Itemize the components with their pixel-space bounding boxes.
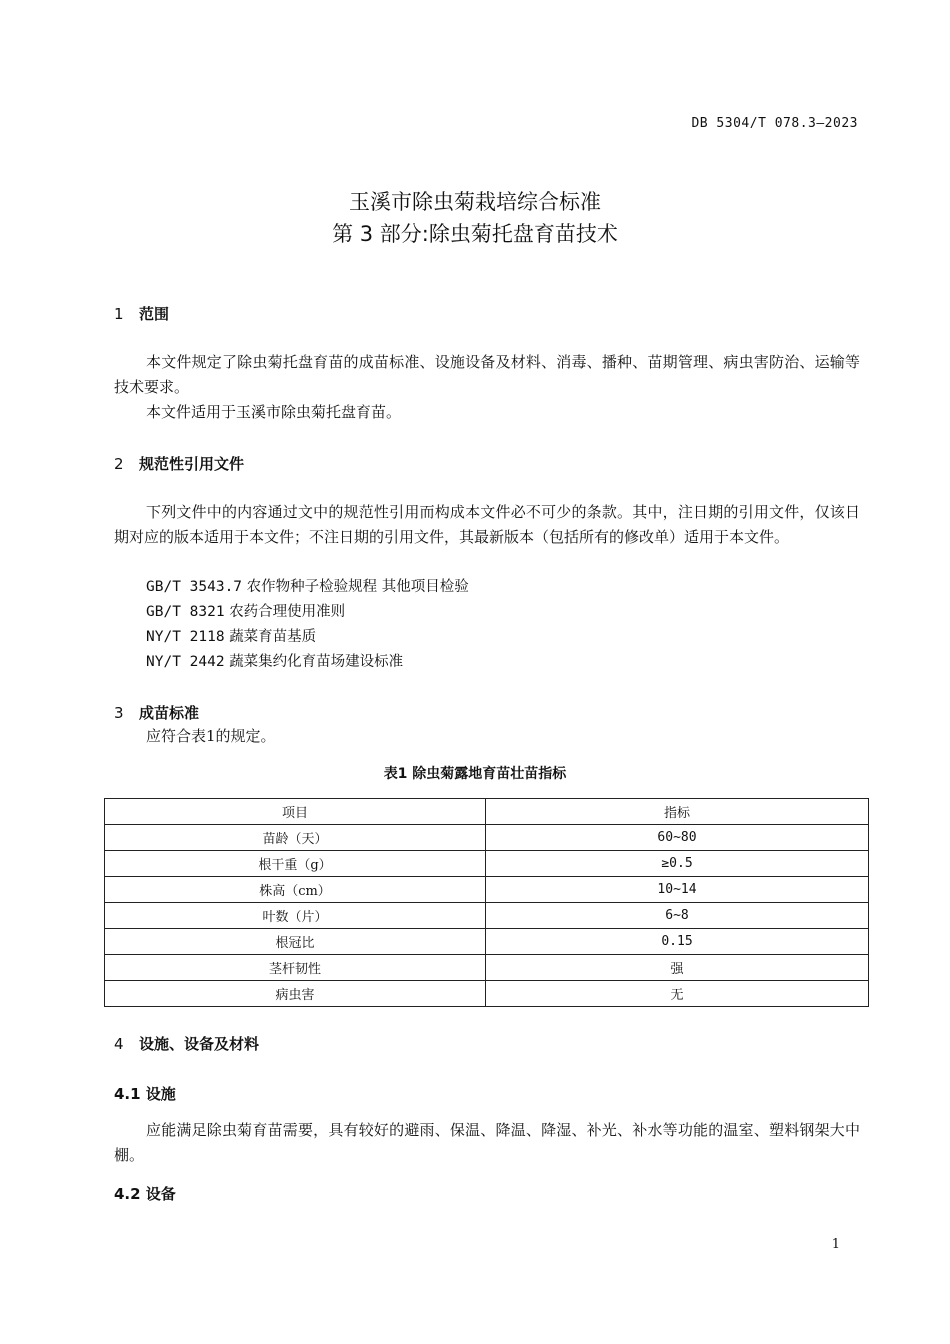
normative-reference	[146, 575, 469, 596]
section-4-1-heading: 4.1 设施	[114, 1085, 176, 1103]
table-cell-value: ≥0.5	[486, 851, 869, 877]
section-title: 范围	[139, 305, 170, 323]
section-number: 3	[114, 704, 124, 722]
table-row	[105, 903, 869, 929]
section-1-heading	[114, 303, 169, 324]
section-title: 规范性引用文件	[139, 455, 245, 473]
reference-title: 农药合理使用准则	[229, 604, 346, 620]
table-row	[105, 929, 869, 955]
document-code: DB 5304/T 078.3—2023	[691, 116, 858, 131]
table-row	[105, 851, 869, 877]
section-number: 2	[114, 455, 124, 473]
document-title-line1: 玉溪市除虫菊栽培综合标准	[349, 190, 601, 214]
section-2-paragraph-1: 下列文件中的内容通过文中的规范性引用而构成本文件必不可少的条款。其中，注日期的引用文件，仅该日期对应的版本适用于本文件；不注日期的引用文件，其最新版本（包括所有的修改单）适用于本文件。	[114, 503, 860, 546]
section-1-paragraph-2: 本文件适用于玉溪市除虫菊托盘育苗。	[146, 403, 402, 421]
table-cell-item: 茎杆韧性	[105, 955, 486, 981]
section-number: 4	[114, 1035, 124, 1053]
reference-code: GB/T 3543.7	[146, 579, 243, 595]
section-4-2-heading: 4.2 设备	[114, 1185, 176, 1203]
normative-reference	[146, 650, 403, 671]
table-row	[105, 981, 869, 1007]
table-cell-value: 0.15	[486, 929, 869, 955]
reference-title: 蔬菜集约化育苗场建设标准	[229, 654, 404, 670]
table-row	[105, 877, 869, 903]
reference-title: 农作物种子检验规程 其他项目检验	[246, 579, 469, 595]
table-cell-item: 叶数（片）	[105, 903, 486, 929]
column-header: 项目	[105, 799, 486, 825]
table-cell-value: 10~14	[486, 877, 869, 903]
reference-code: NY/T 2442	[146, 654, 225, 670]
page-number: 1	[831, 1237, 840, 1252]
section-3-paragraph-1: 应符合表1的规定。	[146, 727, 276, 745]
section-1-paragraph-1: 本文件规定了除虫菊托盘育苗的成苗标准、设施设备及材料、消毒、播种、苗期管理、病虫害防治、运输等技术要求。	[114, 353, 860, 396]
document-title-line2: 第 3 部分:除虫菊托盘育苗技术	[332, 222, 618, 246]
table-cell-value: 强	[486, 955, 869, 981]
table-row	[105, 825, 869, 851]
section-2-heading	[114, 453, 244, 474]
table-header-row	[105, 799, 869, 825]
table-cell-value: 无	[486, 981, 869, 1007]
section-title: 成苗标准	[139, 704, 200, 722]
table-cell-item: 株高（cm）	[105, 877, 486, 903]
table-cell-item: 病虫害	[105, 981, 486, 1007]
table-cell-item: 根冠比	[105, 929, 486, 955]
table-row	[105, 955, 869, 981]
reference-code: NY/T 2118	[146, 629, 225, 645]
table-cell-value: 6~8	[486, 903, 869, 929]
table-cell-item: 根干重（g）	[105, 851, 486, 877]
normative-reference	[146, 600, 345, 621]
table-cell-item: 苗龄（天）	[105, 825, 486, 851]
section-3-heading	[114, 702, 199, 723]
indicator-table	[104, 798, 869, 1007]
section-4-1-paragraph: 应能满足除虫菊育苗需要，具有较好的避雨、保温、降温、降湿、补光、补水等功能的温室、塑料钢架大中棚。	[114, 1121, 860, 1164]
section-4-heading	[114, 1033, 259, 1054]
column-header: 指标	[486, 799, 869, 825]
reference-title: 蔬菜育苗基质	[229, 629, 317, 645]
reference-code: GB/T 8321	[146, 604, 225, 620]
table-caption: 表1 除虫菊露地育苗壮苗指标	[383, 766, 567, 782]
normative-reference	[146, 625, 316, 646]
section-number: 1	[114, 305, 124, 323]
section-title: 设施、设备及材料	[139, 1035, 260, 1053]
table-cell-value: 60~80	[486, 825, 869, 851]
